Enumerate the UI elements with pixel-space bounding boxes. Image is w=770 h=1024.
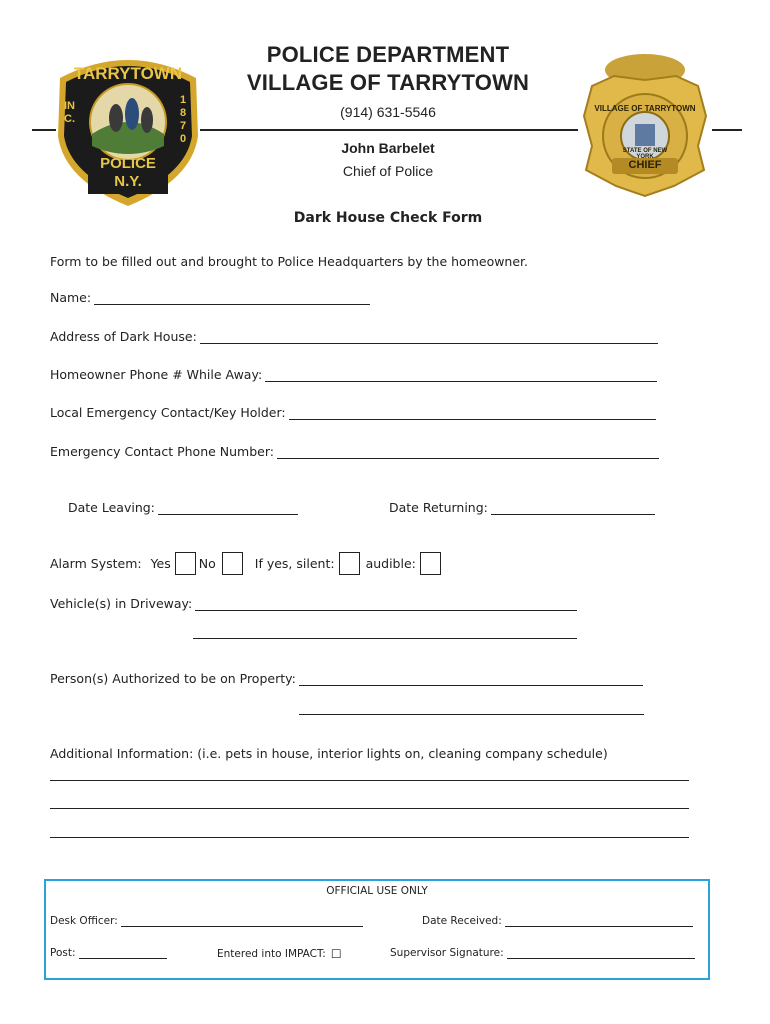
chief-badge: [574, 46, 716, 198]
additional-label: Additional Information: (i.e. pets in house, interior lights on, cleaning company schedule): [50, 746, 608, 761]
alarm-row: [50, 552, 441, 575]
supervisor-row: [390, 947, 695, 959]
vehicles-row: [50, 596, 577, 611]
additional-line-2[interactable]: [50, 807, 689, 809]
supervisor-label: Supervisor Signature:: [390, 947, 504, 959]
patch-bottom-line2: N.Y.: [114, 173, 142, 190]
date-received-row: [422, 915, 693, 927]
vehicles-label: Vehicle(s) in Driveway:: [50, 596, 193, 611]
date-returning-field[interactable]: [491, 500, 655, 515]
local-contact-field[interactable]: [289, 405, 656, 420]
homeowner-phone-field[interactable]: [265, 367, 657, 382]
header-rule-right: [712, 129, 742, 131]
additional-line-3[interactable]: [50, 836, 689, 838]
header-rule-center: [200, 129, 578, 131]
persons-field[interactable]: [299, 671, 643, 686]
vehicles-field[interactable]: [195, 596, 577, 611]
alarm-label: Alarm System:: [50, 556, 142, 571]
title-line2: VILLAGE OF TARRYTOWN: [246, 70, 530, 95]
persons-row: [50, 671, 643, 686]
additional-line-1[interactable]: [50, 779, 689, 781]
persons-field-line2[interactable]: [299, 713, 644, 715]
name-row: [50, 290, 370, 305]
address-row: [50, 329, 658, 344]
address-label: Address of Dark House:: [50, 329, 197, 344]
form-title: Dark House Check Form: [293, 210, 483, 226]
desk-officer-row: [50, 915, 363, 927]
alarm-no-label: No: [198, 556, 216, 571]
post-field[interactable]: [79, 947, 167, 959]
title-line1: POLICE DEPARTMENT: [266, 42, 510, 67]
impact-row: [217, 947, 342, 961]
badge-seal-text: STATE OF NEW YORK: [622, 148, 668, 160]
persons-label: Person(s) Authorized to be on Property:: [50, 671, 296, 686]
date-leaving-row: [68, 500, 298, 515]
homeowner-phone-label: Homeowner Phone # While Away:: [50, 367, 263, 382]
alarm-yes-checkbox[interactable]: [175, 552, 196, 575]
local-contact-row: [50, 405, 656, 420]
date-received-label: Date Received:: [422, 915, 502, 927]
supervisor-field[interactable]: [507, 947, 695, 959]
alarm-silent-checkbox[interactable]: [339, 552, 360, 575]
address-field[interactable]: [200, 329, 658, 344]
post-label: Post:: [50, 947, 76, 959]
date-leaving-label: Date Leaving:: [68, 500, 155, 515]
phone-number: (914) 631-5546: [340, 104, 436, 120]
alarm-yes-label: Yes: [150, 556, 171, 571]
desk-officer-field[interactable]: [121, 915, 363, 927]
page-title: [200, 42, 576, 96]
alarm-audible-checkbox[interactable]: [420, 552, 441, 575]
emergency-phone-row: [50, 444, 659, 459]
form-instructions: Form to be filled out and brought to Police Headquarters by the homeowner.: [50, 254, 529, 269]
chief-title: Chief of Police: [342, 163, 434, 179]
badge-arc-text: VILLAGE OF TARRYTOWN: [594, 104, 696, 113]
chief-name: John Barbelet: [341, 140, 435, 156]
patch-left-text: INC.: [64, 100, 75, 125]
patch-right-text: 1870: [180, 94, 187, 145]
homeowner-phone-row: [50, 367, 657, 382]
alarm-audible-label: audible:: [365, 556, 416, 571]
vehicles-field-line2[interactable]: [193, 637, 577, 639]
impact-label: Entered into IMPACT:: [217, 948, 326, 960]
date-leaving-field[interactable]: [158, 500, 298, 515]
name-label: Name:: [50, 290, 92, 305]
local-contact-label: Local Emergency Contact/Key Holder:: [50, 405, 286, 420]
impact-checkbox[interactable]: ☐: [330, 947, 342, 961]
badge-ribbon-text: CHIEF: [628, 159, 662, 171]
emergency-phone-field[interactable]: [277, 444, 659, 459]
alarm-no-checkbox[interactable]: [222, 552, 243, 575]
tarrytown-police-patch: [52, 50, 204, 208]
date-returning-row: [389, 500, 655, 515]
emergency-phone-label: Emergency Contact Phone Number:: [50, 444, 274, 459]
date-returning-label: Date Returning:: [389, 500, 488, 515]
name-field[interactable]: [94, 290, 370, 305]
date-received-field[interactable]: [505, 915, 693, 927]
official-heading: OFFICIAL USE ONLY: [326, 885, 428, 897]
alarm-silent-label: If yes, silent:: [254, 556, 335, 571]
header-rule-left: [32, 129, 56, 131]
patch-bottom-line1: POLICE: [100, 155, 156, 172]
post-row: [50, 947, 167, 959]
patch-top-text: TARRYTOWN: [73, 64, 183, 83]
desk-officer-label: Desk Officer:: [50, 915, 118, 927]
